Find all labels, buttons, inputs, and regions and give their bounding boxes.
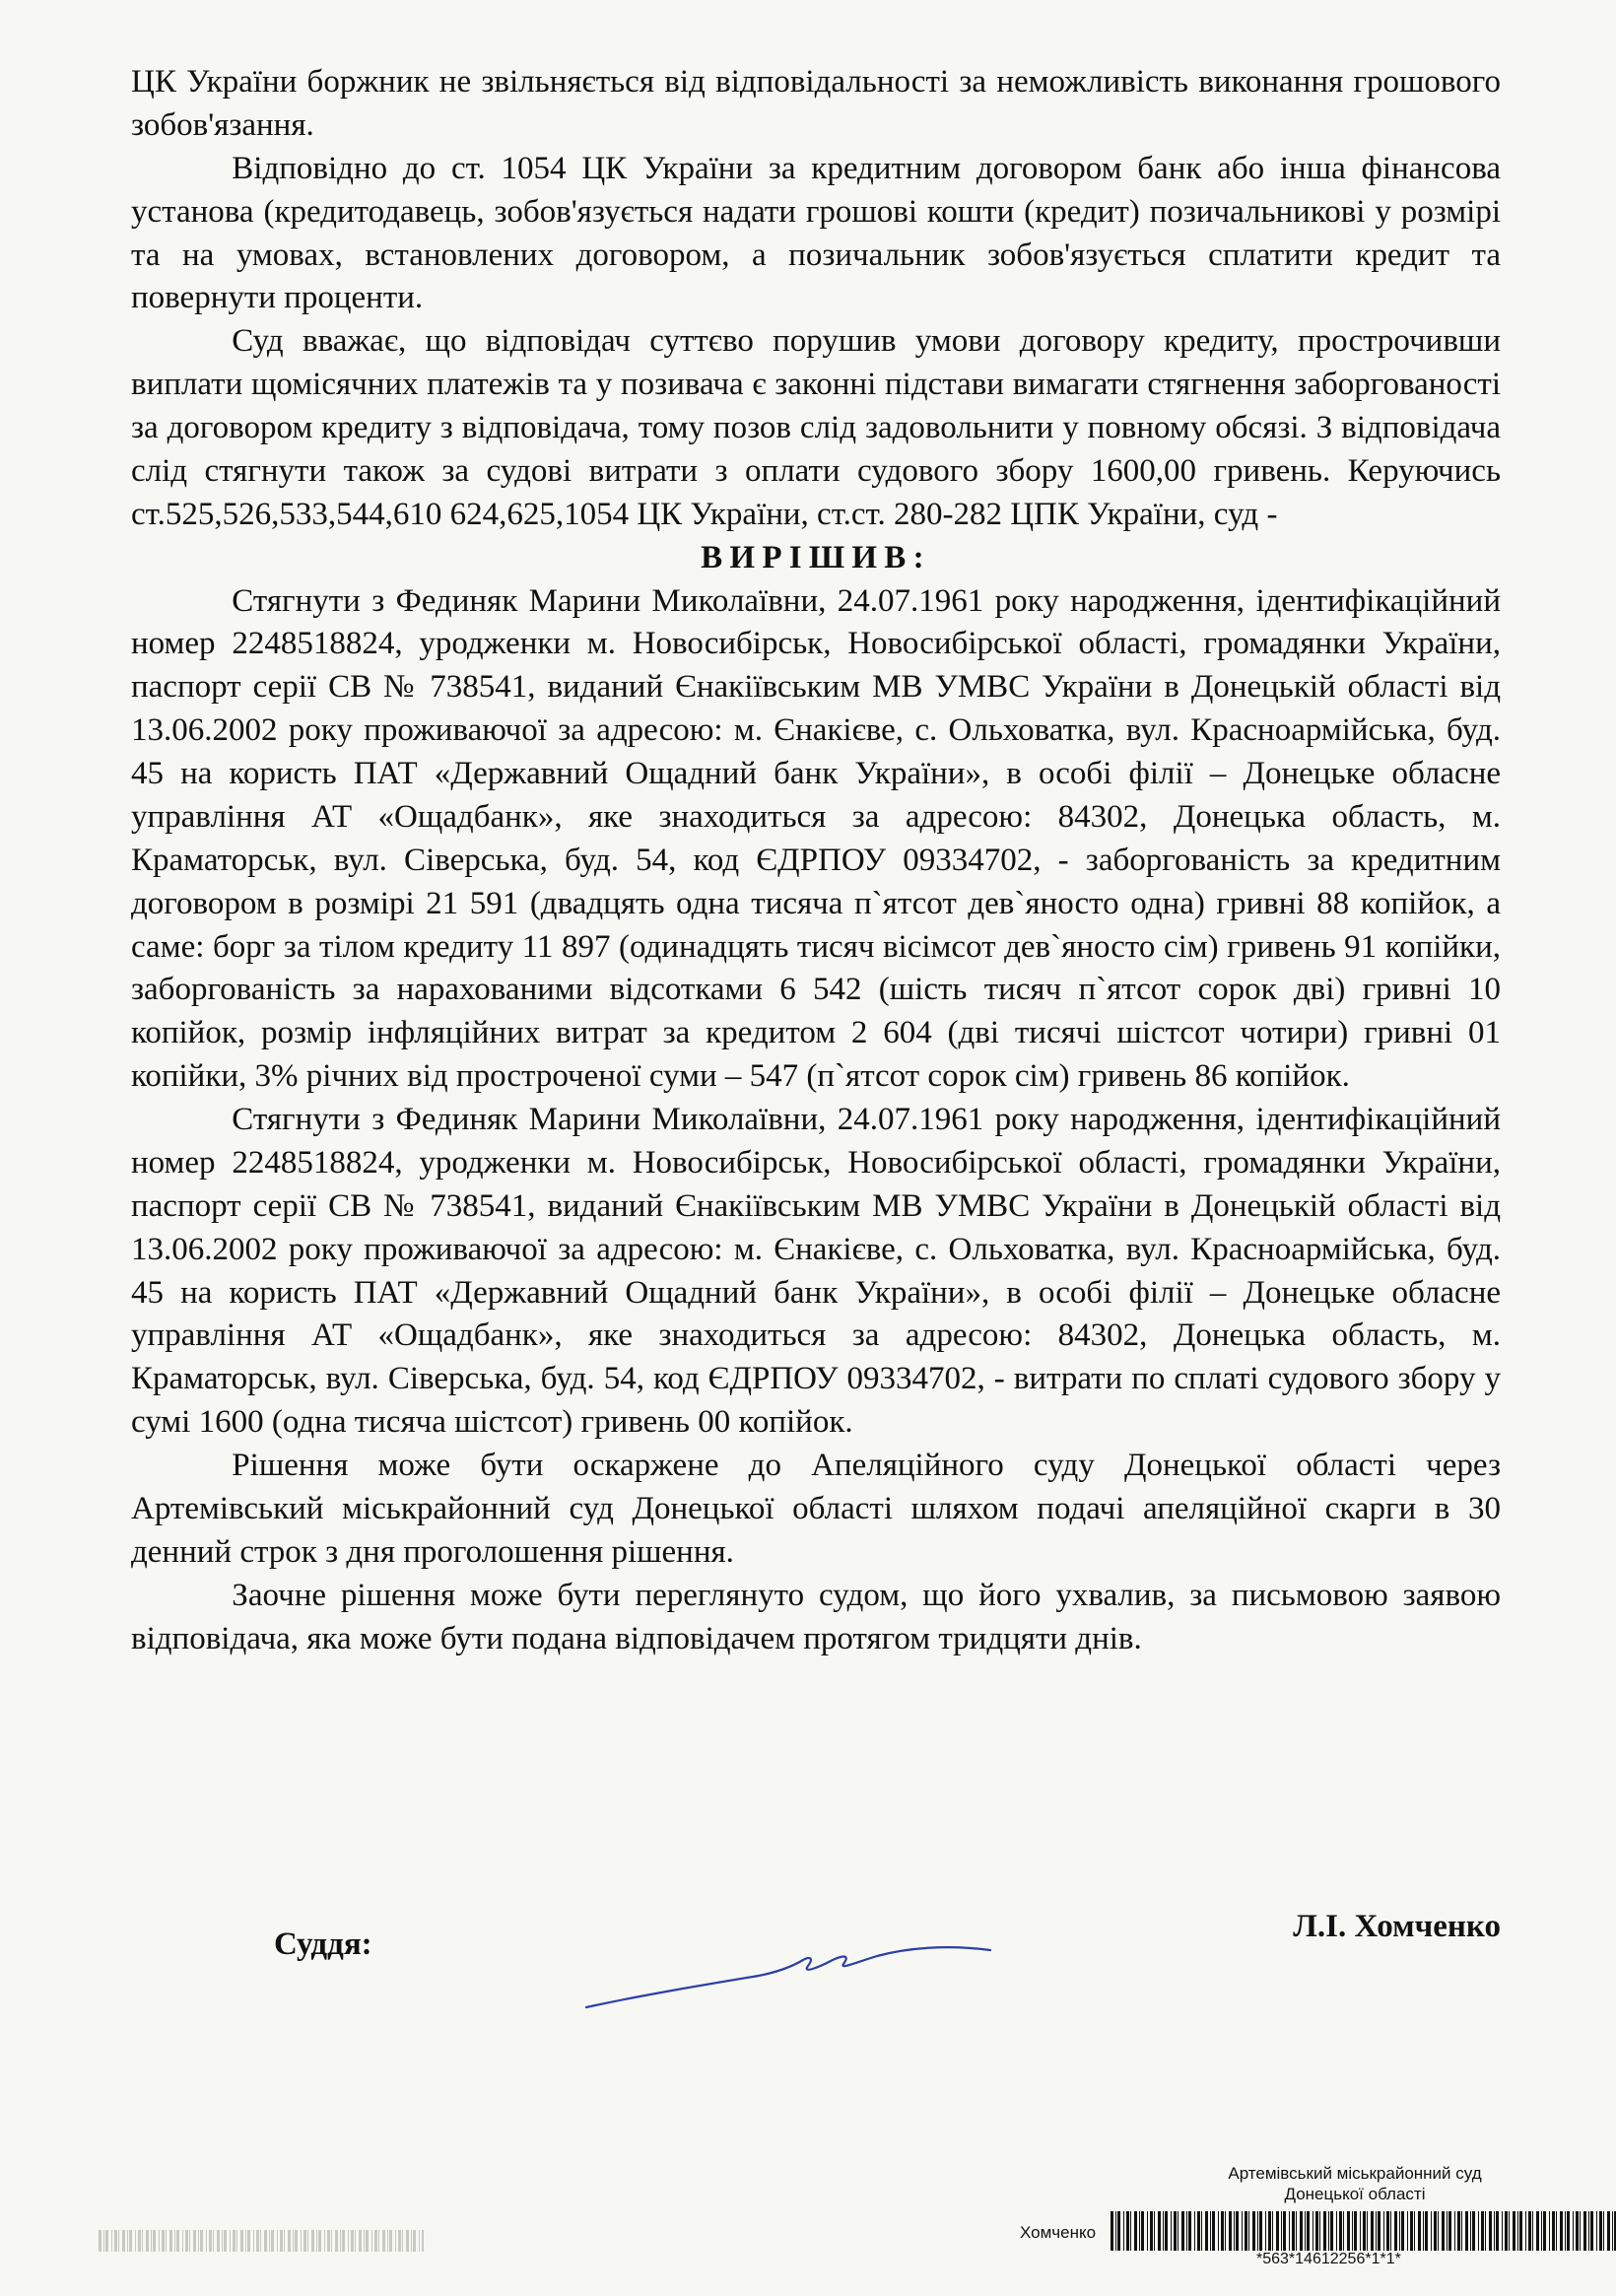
stamp-line-2: Донецької області — [1284, 2185, 1426, 2204]
judge-name: Л.І. Хомченко — [1293, 1909, 1501, 1944]
paragraph-intro-3: Суд вважає, що відповідач суттєво порушив умови договору кредиту, прострочивши виплати щомісячних платежів та у позивача є законні підстави вимагати стягнення заборгованості за договором кредиту з відповідача, тому позов слід задовольнити у повному обсязі. З відповідача слід стягнути також за судові витрати з оплати судового збору 1600,00 гривень. Керуючись ст.525,526,533,544,610 624,625,1054 ЦК України, ст.ст. 280-282 ЦПК України, суд - — [131, 323, 1501, 532]
barcode-image — [1111, 2211, 1616, 2251]
handwritten-signature — [581, 1946, 995, 2015]
decision-heading: ВИРІШИВ: — [701, 539, 931, 575]
barcode-name: Хомченко — [1020, 2223, 1097, 2242]
judge-label: Суддя: — [274, 1926, 372, 1962]
barcode-code: *563*14612256*1*1* — [1256, 2251, 1401, 2267]
paragraph-decision-2: Стягнути з Фединяк Марини Миколаївни, 24.07.1961 року народження, ідентифікаційний номер 2248518824, уродженки м. Новосибірськ, Новосибірської області, громадянки України, паспорт серії СВ № 738541, виданий Єнакіївським МВ УМВС України в Донецькій області від 13.06.2002 року проживаючої за адресою: м. Єнакієве, с. Ольховатка, вул. Красноармійська, буд. 45 на користь ПАТ «Державний Ощадний банк України», в особі філії – Донецьке обласне управління АТ «Ощадбанк», яке знаходиться за адресою: 84302, Донецька область, м. Краматорськ, вул. Сіверська, буд. 54, код ЄДРПОУ 09334702, - витрати по сплаті судового збору у сумі 1600 (одна тисяча шістсот) гривень 00 копійок. — [131, 1102, 1501, 1441]
paragraph-review: Заочне рішення може бути переглянуто судом, що його ухвалив, за письмовою заявою відповідача, яка може бути подана відповідачем протягом тридцяти днів. — [131, 1577, 1501, 1656]
faint-barcode-mark — [99, 2230, 424, 2252]
paragraph-intro-2: Відповідно до ст. 1054 ЦК України за кредитним договором банк або інша фінансова установа (кредитодавець, зобов'язується надати грошові кошти (кредит) позичальникові у розмірі та на умовах, встановлених договором, а позичальник зобов'язується сплатити кредит та повернути проценти. — [131, 150, 1501, 316]
document-body — [131, 61, 1501, 1660]
stamp-line-1: Артемівський міськрайонний суд — [1228, 2164, 1482, 2183]
paragraph-intro-1: ЦК України боржник не звільняється від відповідальності за неможливість виконання грошового зобов'язання. — [131, 64, 1501, 143]
court-stamp — [1192, 2163, 1517, 2205]
paragraph-appeal: Рішення може бути оскаржене до Апеляційного суду Донецької області через Артемівський міськрайонний суд Донецької області шляхом подачі апеляційної скарги в 30 денний строк з дня проголошення рішення. — [131, 1448, 1501, 1570]
paragraph-decision-1: Стягнути з Фединяк Марини Миколаївни, 24.07.1961 року народження, ідентифікаційний номер 2248518824, уродженки м. Новосибірськ, Новосибірської області, громадянки України, паспорт серії СВ № 738541, виданий Єнакіївським МВ УМВС України в Донецькій області від 13.06.2002 року проживаючої за адресою: м. Єнакієве, с. Ольховатка, вул. Красноармійська, буд. 45 на користь ПАТ «Державний Ощадний банк України», в особі філії – Донецьке обласне управління АТ «Ощадбанк», яке знаходиться за адресою: 84302, Донецька область, м. Краматорськ, вул. Сіверська, буд. 54, код ЄДРПОУ 09334702, - заборгованість за кредитним договором в розмірі 21 591 (двадцять одна тисяча п`ятсот дев`яносто одна) гривні 88 копійок, а саме: борг за тілом кредиту 11 897 (одинадцять тисяч вісімсот дев`яносто сім) гривень 91 копійки, заборгованість за нарахованими відсотками 6 542 (шість тисяч п`ятсот сорок дві) гривні 10 копійок, розмір інфляційних витрат за кредитом 2 604 (дві тисячі шістсот чотири) гривні 01 копійки, 3% річних від простроченої суми – 547 (п`ятсот сорок сім) гривень 86 копійок. — [131, 582, 1501, 1095]
